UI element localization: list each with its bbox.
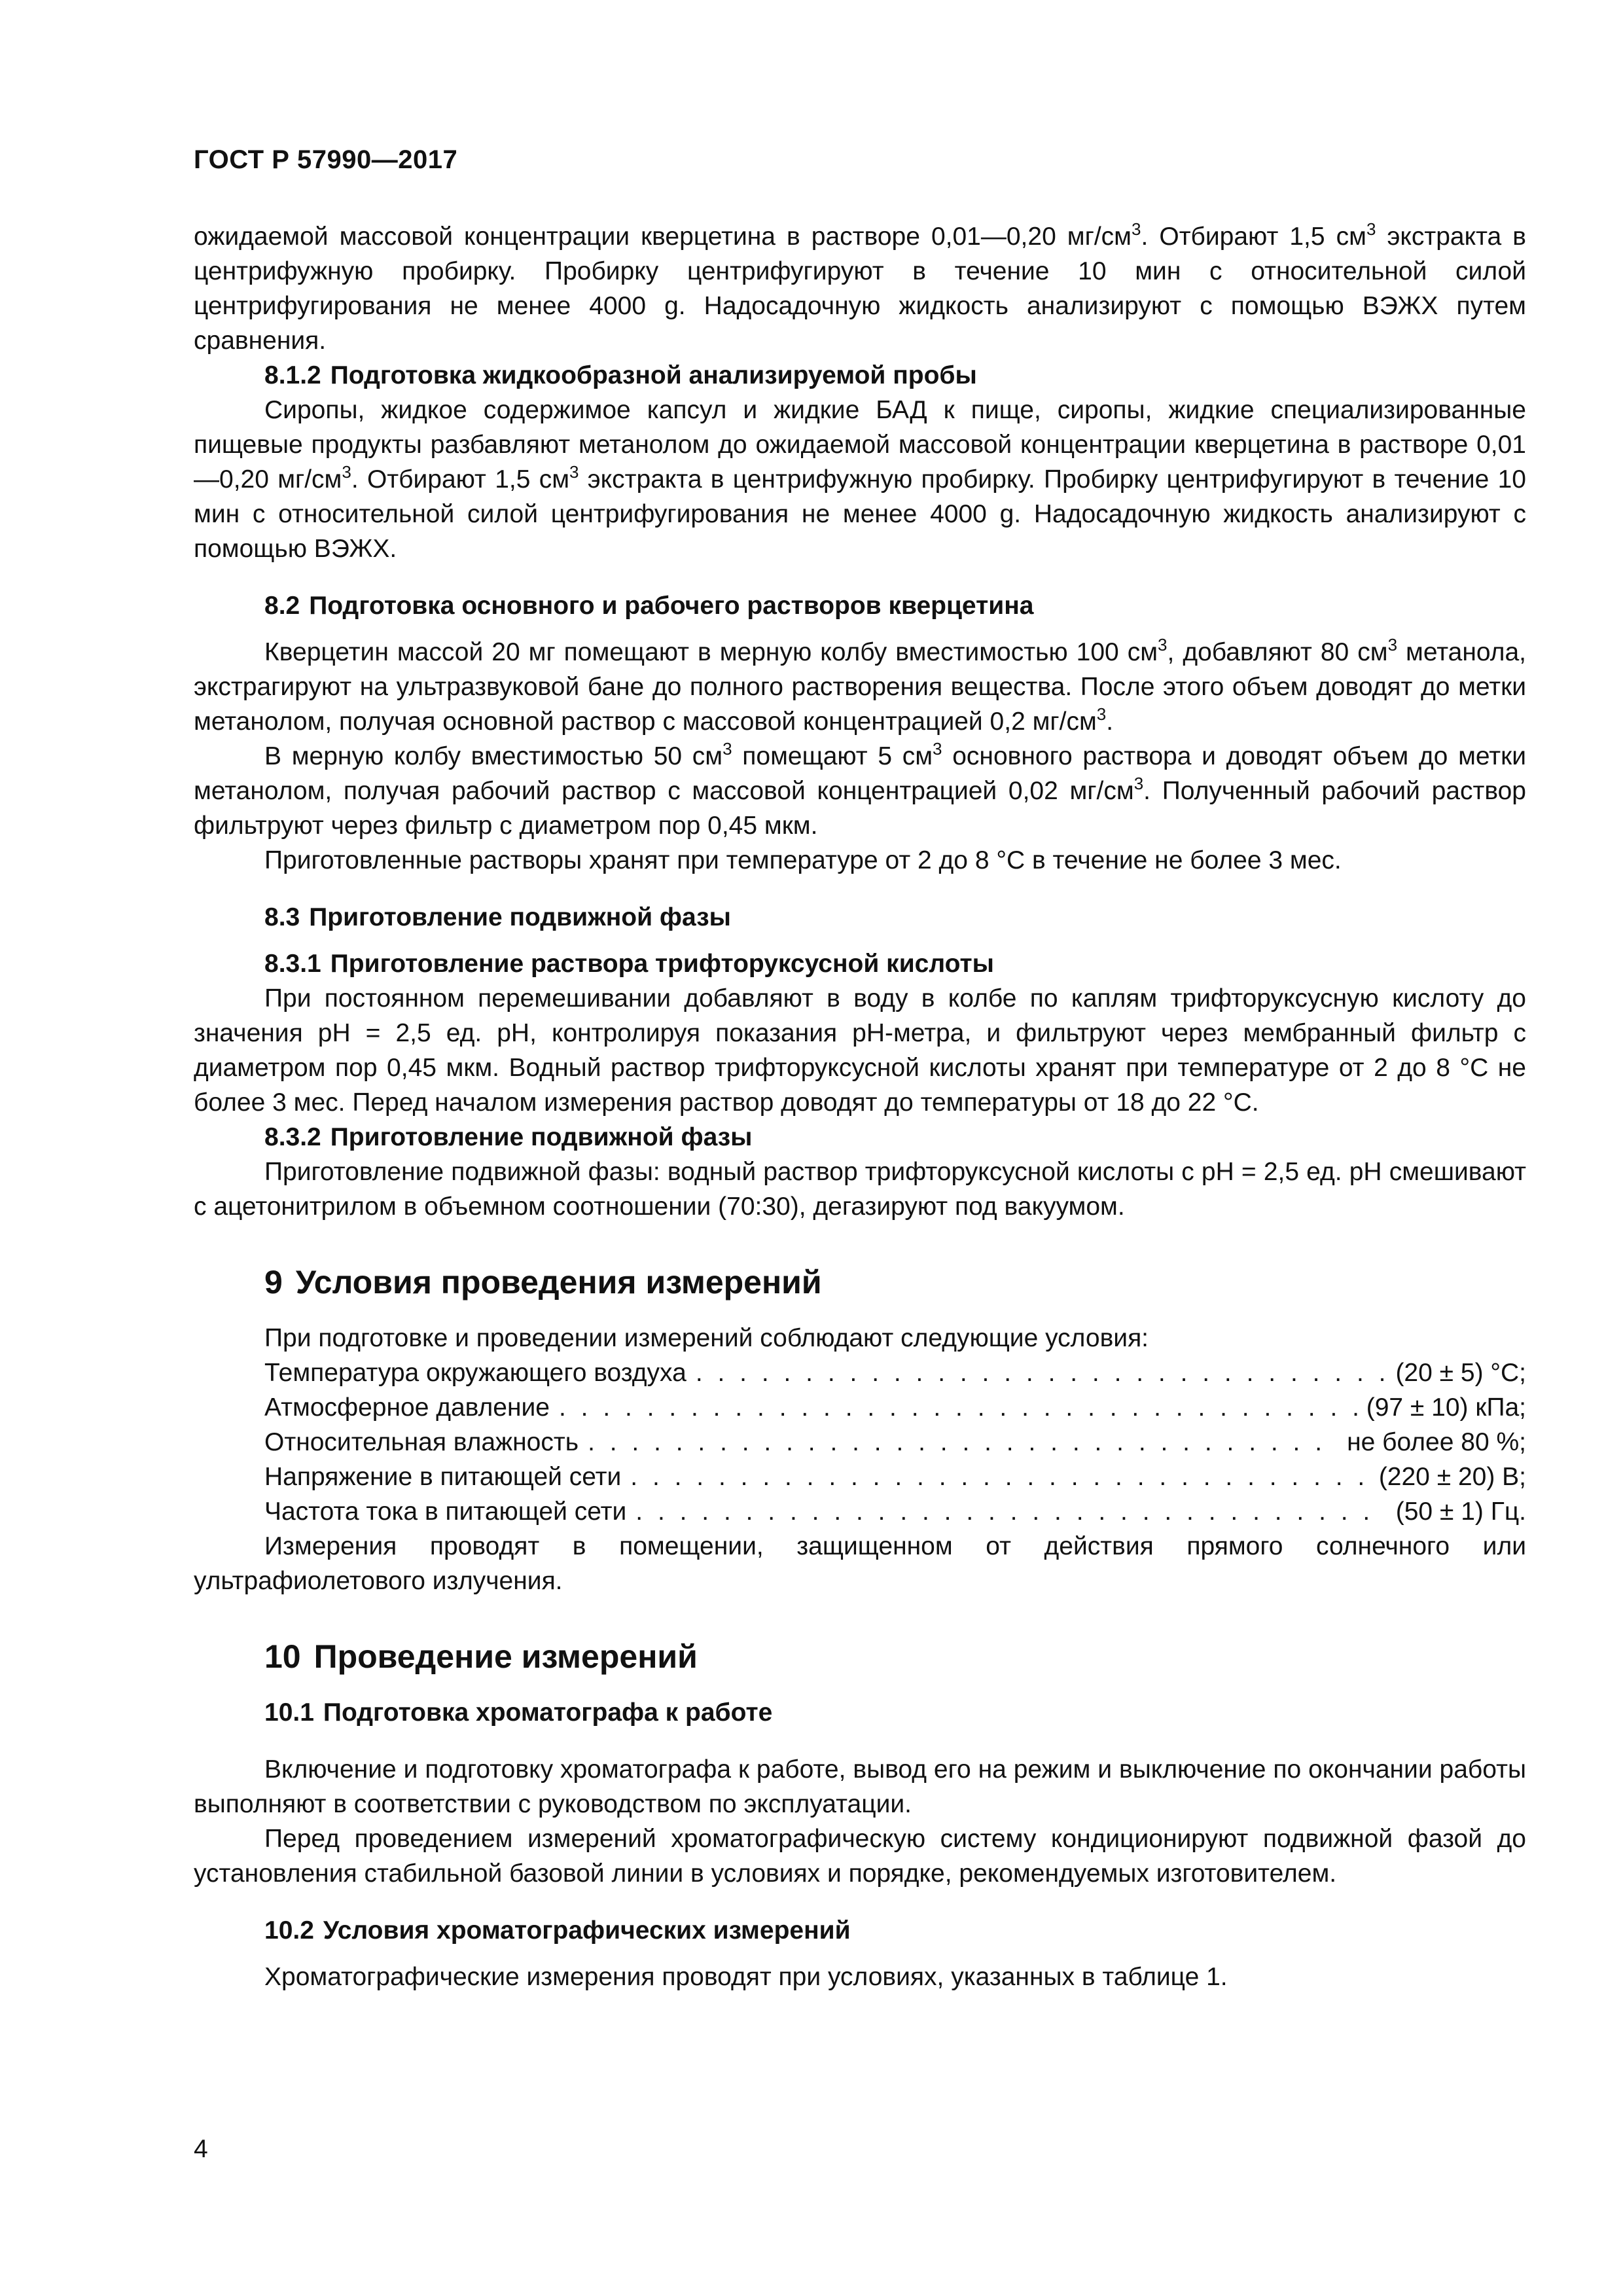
condition-value: не более 80 %; <box>1347 1428 1526 1456</box>
condition-row-temperature <box>194 1355 1526 1390</box>
condition-value: (97 ± 10) кПа; <box>1366 1393 1526 1422</box>
paragraph-9-outro: Измерения проводят в помещении, защищенном от действия прямого солнечного или ультрафиолетового излучения. <box>194 1532 1526 1595</box>
text-run: , добавляют 80 см <box>1167 638 1388 666</box>
heading-number: 8.3 <box>264 903 300 931</box>
paragraph-8-3-2: Приготовление подвижной фазы: водный раствор трифторуксусной кислоты с pH = 2,5 ед. pH смешивают с ацетонитрилом в объемном соотношении (70:30), дегазируют под вакуумом. <box>194 1158 1526 1221</box>
paragraph-8-2-c: Приготовленные растворы хранят при температуре от 2 до 8 °C в течение не более 3 мес. <box>264 846 1342 874</box>
leader-dots <box>630 1460 1370 1494</box>
paragraph-8-3-1: При постоянном перемешивании добавляют в воду в колбе по каплям трифторуксусную кислоту до значения pH = 2,5 ед. pH, контролируя показания pH-метра, и фильтруют через мембранный фильтр с диаметром пор 0,45 мкм. Водный раствор трифторуксусной кислоты хранят при температуре от 2 до 8 °C не более 3 мес. Перед началом измерения раствор доводят до температуры от 18 до 22 °C. <box>194 984 1526 1117</box>
superscript: 3 <box>1387 635 1398 655</box>
condition-label: Температура окружающего воздуха <box>264 1359 687 1387</box>
text-run: . <box>1106 708 1114 736</box>
superscript: 3 <box>1158 635 1168 655</box>
paragraph-8-1-2 <box>194 393 1526 566</box>
heading-section-10 <box>194 1636 1526 1677</box>
superscript: 3 <box>722 739 732 759</box>
heading-8-2 <box>194 588 1526 623</box>
section-number: 9 <box>264 1264 283 1300</box>
text-run: ожидаемой массовой концентрации кверцетина в растворе 0,01—0,20 мг/см <box>194 223 1132 251</box>
paragraph-8-2-b <box>194 739 1526 843</box>
text-run: помещают 5 см <box>732 742 933 770</box>
condition-value: (50 ± 1) Гц. <box>1395 1498 1526 1526</box>
leader-dots <box>559 1390 1357 1425</box>
paragraph-10-1-b: Перед проведением измерений хроматографическую систему кондиционируют подвижной фазой до установления стабильной базовой линии в условиях и порядке, рекомендуемых изготовителем. <box>194 1825 1526 1888</box>
condition-row-voltage <box>194 1460 1526 1494</box>
superscript: 3 <box>1096 704 1107 724</box>
leader-dots <box>588 1425 1338 1460</box>
superscript: 3 <box>1133 774 1144 793</box>
page-number: 4 <box>194 2135 208 2163</box>
heading-number: 8.3.2 <box>264 1123 321 1151</box>
heading-8-3-1 <box>194 946 1526 981</box>
heading-title: Приготовление раствора трифторуксусной кислоты <box>330 950 994 978</box>
document-code-header: ГОСТ Р 57990—2017 <box>194 145 458 174</box>
superscript: 3 <box>569 462 579 482</box>
paragraph-9-intro: При подготовке и проведении измерений соблюдают следующие условия: <box>264 1324 1149 1352</box>
section-number: 10 <box>264 1638 301 1675</box>
heading-10-1 <box>194 1695 1526 1730</box>
text-run: основного раствора и доводят объем до метки метанолом, получая рабочий раствор с массовой концентрацией 0,02 мг/см <box>194 742 1526 805</box>
text-run: Кверцетин массой 20 мг помещают в мерную колбу вместимостью 100 см <box>264 638 1158 666</box>
heading-number: 8.3.1 <box>264 950 321 978</box>
paragraph-10-1-a: Включение и подготовку хроматографа к работе, вывод его на режим и выключение по окончании работы выполняют в соответствии с руководством по эксплуатации. <box>194 1755 1526 1818</box>
text-run: экстракта в центрифужную пробирку. Пробирку центрифугируют в течение 10 мин с относительной силой центрифугирования не менее 4000 g. Надосадочную жидкость анализируют с помощью ВЭЖХ. <box>194 465 1526 563</box>
paragraph-10-2: Хроматографические измерения проводят при условиях, указанных в таблице 1. <box>264 1963 1228 1991</box>
heading-10-2 <box>194 1913 1526 1948</box>
leader-dots <box>696 1355 1387 1390</box>
superscript: 3 <box>933 739 942 759</box>
text-run: В мерную колбу вместимостью 50 см <box>264 742 723 770</box>
heading-title: Условия хроматографических измерений <box>323 1916 851 1945</box>
heading-title: Подготовка жидкообразной анализируемой пробы <box>330 361 977 389</box>
condition-value: (220 ± 20) В; <box>1378 1463 1526 1491</box>
text-run: . Отбирают 1,5 см <box>1141 223 1366 251</box>
heading-title: Подготовка основного и рабочего растворов кверцетина <box>309 592 1034 620</box>
conditions-list <box>194 1355 1526 1529</box>
text-run: метанола, экстрагируют на ультразвуковой бане до полного растворения вещества. После этого объем доводят до метки метанолом, получая основной раствор с массовой концентрацией 0,2 мг/см <box>194 638 1527 736</box>
condition-label: Частота тока в питающей сети <box>264 1498 627 1526</box>
heading-number: 8.2 <box>264 592 300 620</box>
superscript: 3 <box>1132 219 1141 239</box>
condition-row-frequency <box>194 1494 1526 1529</box>
text-run: . Отбирают 1,5 см <box>351 465 570 493</box>
superscript: 3 <box>1366 219 1376 239</box>
condition-label: Атмосферное давление <box>264 1393 550 1422</box>
condition-row-pressure <box>194 1390 1526 1425</box>
heading-title: Приготовление подвижной фазы <box>330 1123 753 1151</box>
heading-title: Приготовление подвижной фазы <box>309 903 731 931</box>
page-content <box>194 219 1526 1994</box>
condition-row-humidity <box>194 1425 1526 1460</box>
paragraph-8-2-a <box>194 635 1526 739</box>
section-title: Проведение измерений <box>313 1638 698 1675</box>
heading-title: Подготовка хроматографа к работе <box>323 1698 773 1727</box>
heading-8-1-2 <box>194 358 1526 393</box>
section-title: Условия проведения измерений <box>295 1264 822 1300</box>
condition-label: Относительная влажность <box>264 1428 579 1456</box>
leader-dots <box>635 1494 1386 1529</box>
condition-label: Напряжение в питающей сети <box>264 1463 622 1491</box>
text-run: . Полученный рабочий раствор фильтруют через фильтр с диаметром пор 0,45 мкм. <box>194 777 1526 840</box>
condition-value: (20 ± 5) °С; <box>1395 1359 1526 1387</box>
paragraph-intro <box>194 219 1526 358</box>
superscript: 3 <box>342 462 351 482</box>
heading-number: 8.1.2 <box>264 361 321 389</box>
heading-8-3-2 <box>194 1120 1526 1155</box>
text-run: экстракта в центрифужную пробирку. Пробирку центрифугируют в течение 10 мин с относительной силой центрифугирования не менее 4000 g. Надосадочную жидкость анализируют с помощью ВЭЖХ путем сравнения. <box>194 223 1526 355</box>
heading-8-3 <box>194 900 1526 935</box>
heading-section-9 <box>194 1262 1526 1302</box>
heading-number: 10.2 <box>264 1916 314 1945</box>
heading-number: 10.1 <box>264 1698 314 1727</box>
text-run: Сиропы, жидкое содержимое капсул и жидкие БАД к пище, сиропы, жидкие специализированные пищевые продукты разбавляют метанолом до ожидаемой массовой концентрации кверцетина в растворе 0,01—0,20 мг/см <box>194 396 1526 493</box>
